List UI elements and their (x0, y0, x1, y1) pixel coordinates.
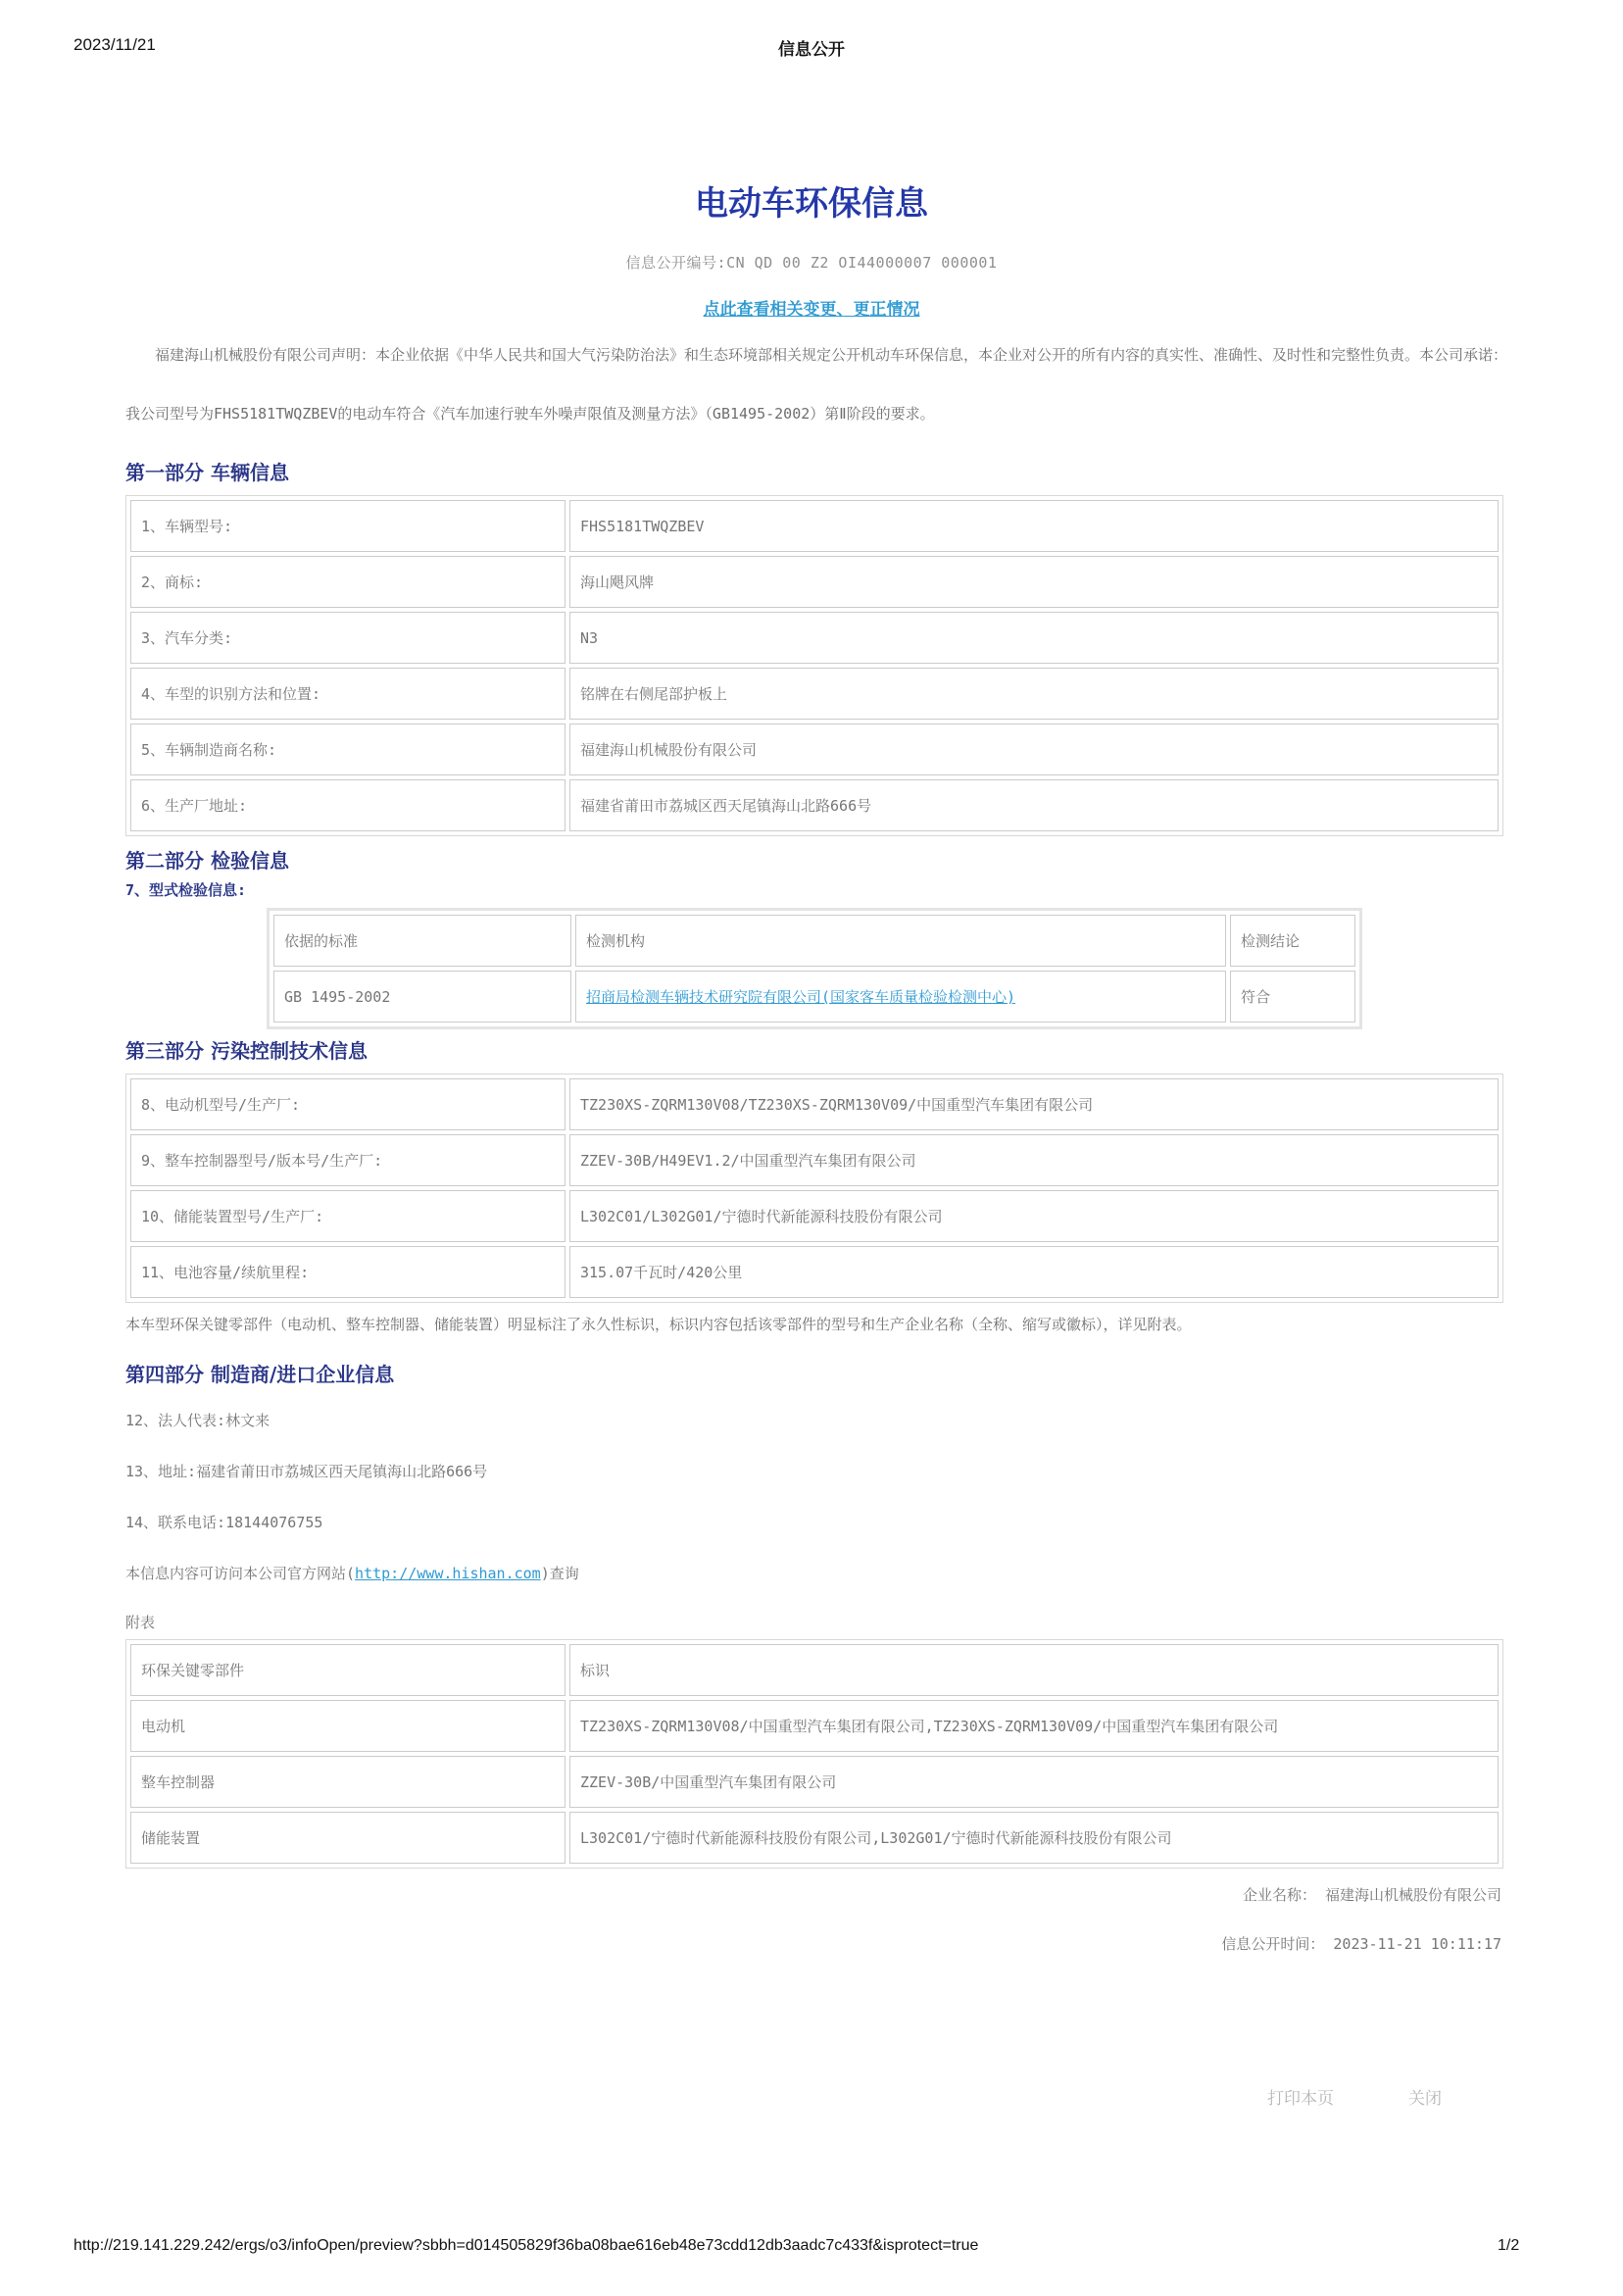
view-changes-link[interactable]: 点此查看相关变更、更正情况 (703, 300, 920, 320)
test-agency-link[interactable]: 招商局检测车辆技术研究院有限公司(国家客车质量检验检测中心) (586, 988, 1016, 1006)
row-value: N3 (569, 612, 1499, 664)
row-value: 海山飓风牌 (569, 556, 1499, 608)
row-label: 9、整车控制器型号/版本号/生产厂: (130, 1134, 566, 1186)
change-link-row (0, 295, 1623, 320)
website-line (125, 1563, 579, 1583)
print-footer-url: http://219.141.229.242/ergs/o3/infoOpen/preview?sbbh=d014505829f36ba08bae616eb48e73cdd12db3aadc7c433f&isprotect=true (74, 2237, 979, 2254)
row-label: 10、储能装置型号/生产厂: (130, 1190, 566, 1242)
type-test-info-label: 7、型式检验信息: (125, 881, 247, 899)
permanent-mark-note: 本车型环保关键零部件（电动机、整车控制器、储能装置）明显标注了永久性标识，标识内容包括该零部件的型号和生产企业名称（全称、缩写或徽标），详见附表。 (125, 1316, 1192, 1333)
row-label: 8、电动机型号/生产厂: (130, 1078, 566, 1130)
table-row (130, 668, 1499, 720)
table-row (130, 1756, 1499, 1808)
col-agency: 检测机构 (575, 915, 1226, 967)
table-row (130, 1078, 1499, 1130)
section3-heading: 第三部分 污染控制技术信息 (125, 1039, 368, 1063)
table-row (130, 779, 1499, 831)
row-value: L302C01/L302G01/宁德时代新能源科技股份有限公司 (569, 1190, 1499, 1242)
print-page-button[interactable]: 打印本页 (1267, 2089, 1334, 2109)
standard-value: GB 1495-2002 (273, 971, 571, 1023)
vehicle-info-table (125, 495, 1503, 836)
print-footer-page-indicator: 1/2 (1498, 2237, 1520, 2254)
row-label: 5、车辆制造商名称: (130, 724, 566, 775)
col-key-part: 环保关键零部件 (130, 1644, 566, 1696)
legal-representative-line: 12、法人代表:林文来 (125, 1412, 270, 1429)
appendix-label: 附表 (125, 1614, 156, 1631)
row-value: FHS5181TWQZBEV (569, 500, 1499, 552)
table-row (130, 1246, 1499, 1298)
row-label: 3、汽车分类: (130, 612, 566, 664)
col-standard: 依据的标准 (273, 915, 571, 967)
row-value: 315.07千瓦时/420公里 (569, 1246, 1499, 1298)
page-title: 电动车环保信息 (695, 184, 928, 224)
part-name: 整车控制器 (130, 1756, 566, 1808)
row-label: 4、车型的识别方法和位置: (130, 668, 566, 720)
row-label: 6、生产厂地址: (130, 779, 566, 831)
company-website-link[interactable]: http://www.hishan.com (355, 1565, 541, 1582)
table-row (273, 971, 1355, 1023)
table-row (130, 724, 1499, 775)
print-header-title: 信息公开 (778, 40, 845, 59)
col-mark: 标识 (569, 1644, 1499, 1696)
row-value: 福建海山机械股份有限公司 (569, 724, 1499, 775)
table-row (130, 612, 1499, 664)
row-value: 铭牌在右侧尾部护板上 (569, 668, 1499, 720)
section2-heading: 第二部分 检验信息 (125, 849, 289, 873)
part-mark: TZ230XS-ZQRM130V08/中国重型汽车集团有限公司,TZ230XS-ZQRM130V09/中国重型汽车集团有限公司 (569, 1700, 1499, 1752)
type-test-table (267, 908, 1362, 1029)
company-declaration: 福建海山机械股份有限公司声明：本企业依据《中华人民共和国大气污染防治法》和生态环境部相关规定公开机动车环保信息，本企业对公开的所有内容的真实性、准确性、及时性和完整性负责。本公司承诺：我公司型号为FHS5181TWQZBEV的电动车符合《汽车加速行驶车外噪声限值及测量方法》（GB1495-2002）第Ⅱ阶段的要求。 (125, 346, 1508, 423)
table-row (130, 1812, 1499, 1864)
info-disclosure-code: 信息公开编号:CN QD 00 Z2 OI44000007 000001 (625, 254, 998, 272)
table-header-row (130, 1644, 1499, 1696)
row-label: 11、电池容量/续航里程: (130, 1246, 566, 1298)
pollution-control-table (125, 1073, 1503, 1303)
table-row (130, 500, 1499, 552)
table-row (130, 1134, 1499, 1186)
table-row (130, 1700, 1499, 1752)
row-label: 1、车辆型号: (130, 500, 566, 552)
website-suffix: )查询 (540, 1565, 579, 1582)
publish-time-line: 信息公开时间： 2023-11-21 10:11:17 (1221, 1935, 1501, 1953)
section1-heading: 第一部分 车辆信息 (125, 461, 289, 484)
part-name: 储能装置 (130, 1812, 566, 1864)
print-header-date: 2023/11/21 (74, 35, 156, 54)
part-name: 电动机 (130, 1700, 566, 1752)
table-row (130, 556, 1499, 608)
row-value: ZZEV-30B/H49EV1.2/中国重型汽车集团有限公司 (569, 1134, 1499, 1186)
section4-heading: 第四部分 制造商/进口企业信息 (125, 1363, 395, 1386)
company-name-line: 企业名称： 福建海山机械股份有限公司 (1242, 1886, 1501, 1904)
website-prefix: 本信息内容可访问本公司官方网站( (125, 1565, 356, 1582)
table-row (130, 1190, 1499, 1242)
close-button[interactable]: 关闭 (1408, 2089, 1442, 2109)
address-line: 13、地址:福建省莆田市荔城区西天尾镇海山北路666号 (125, 1463, 488, 1480)
agency-cell (575, 971, 1226, 1023)
conclusion-value: 符合 (1230, 971, 1355, 1023)
row-label: 2、商标: (130, 556, 566, 608)
row-value: 福建省莆田市荔城区西天尾镇海山北路666号 (569, 779, 1499, 831)
col-conclusion: 检测结论 (1230, 915, 1355, 967)
part-mark: L302C01/宁德时代新能源科技股份有限公司,L302G01/宁德时代新能源科技股份有限公司 (569, 1812, 1499, 1864)
phone-line: 14、联系电话:18144076755 (125, 1514, 323, 1531)
row-value: TZ230XS-ZQRM130V08/TZ230XS-ZQRM130V09/中国重型汽车集团有限公司 (569, 1078, 1499, 1130)
table-header-row (273, 915, 1355, 967)
part-mark: ZZEV-30B/中国重型汽车集团有限公司 (569, 1756, 1499, 1808)
appendix-table (125, 1639, 1503, 1869)
